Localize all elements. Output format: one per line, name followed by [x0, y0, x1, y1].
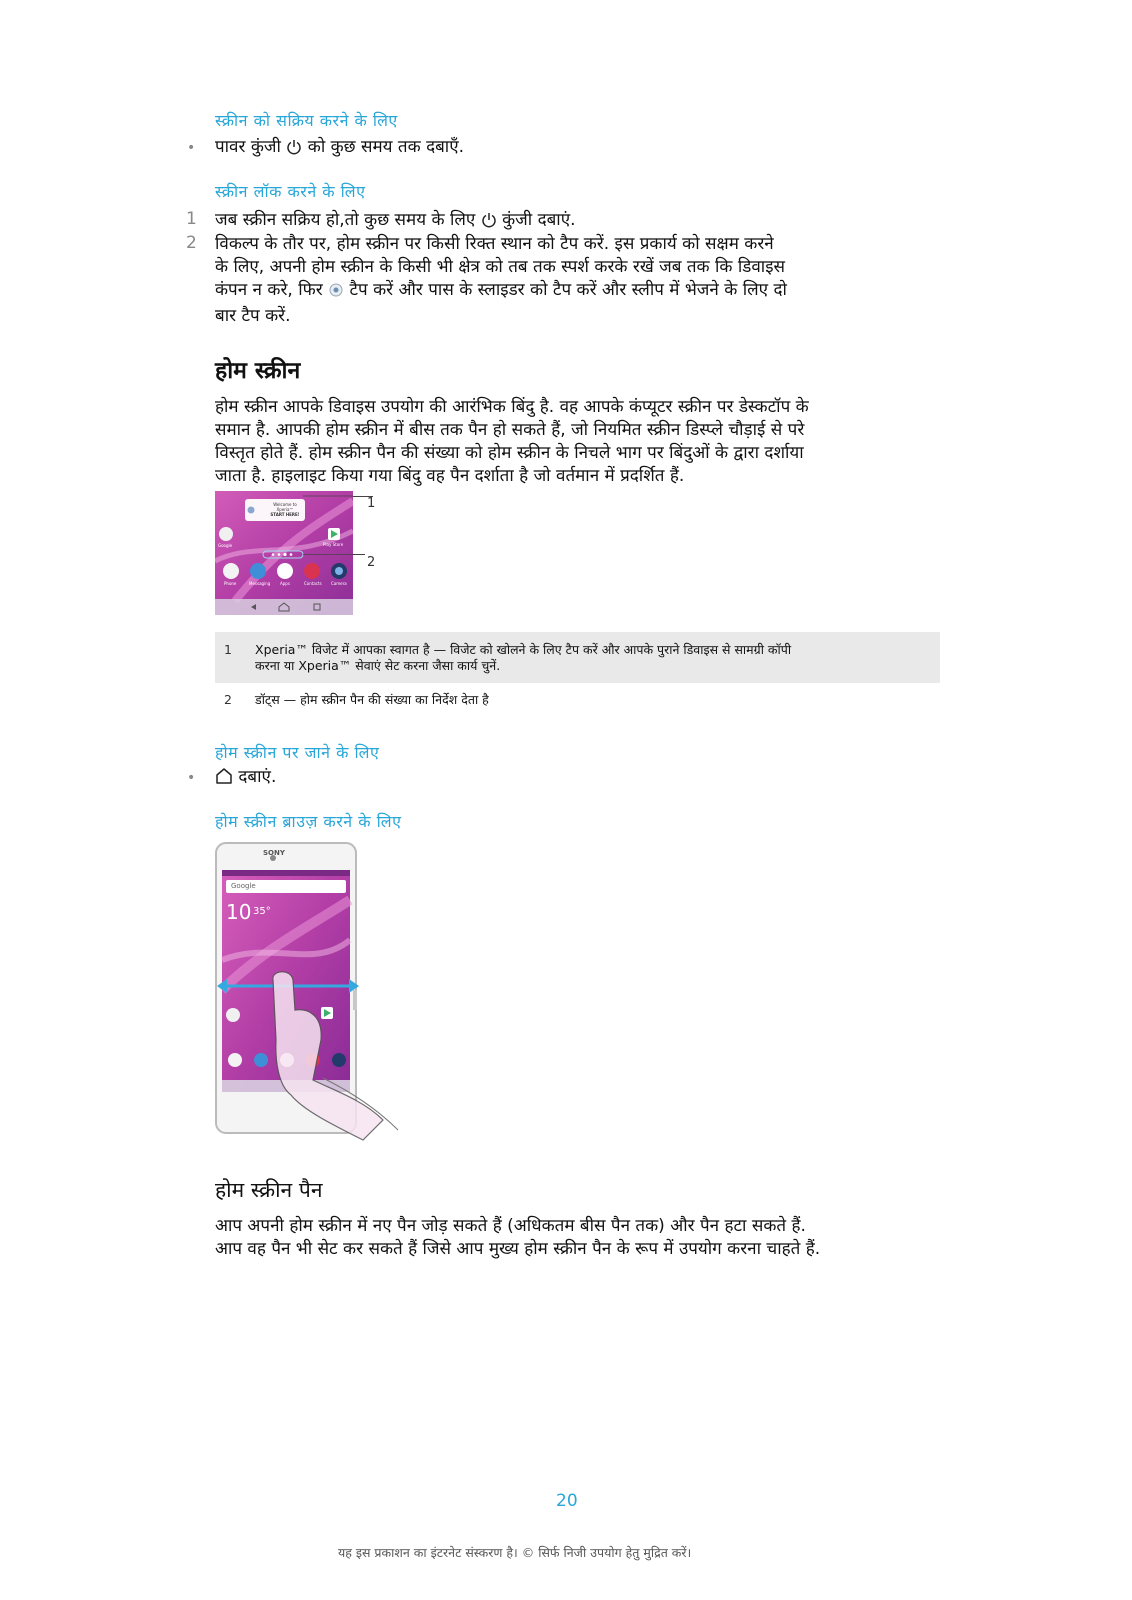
heading-lock-screen: स्क्रीन लॉक करने के लिए — [215, 182, 366, 201]
lock-step-2 — [215, 233, 895, 328]
paragraph-line: समान है. आपकी होम स्क्रीन में बीस तक पैन हो सकते हैं, जो नियमित स्क्रीन डिस्प्ले चौड़ाई से परे — [215, 420, 805, 440]
home-screen-panes-paragraph — [215, 1215, 945, 1261]
power-icon — [286, 139, 302, 162]
home-screen-paragraph — [215, 396, 945, 488]
legend-text — [255, 642, 935, 674]
app-label-play-store: Play Store — [323, 542, 344, 547]
phone-clock: 10 — [226, 900, 252, 924]
bullet-marker: • — [187, 770, 196, 786]
widget-welcome-line1: Welcome to Xperia™ — [273, 502, 297, 512]
phone-search-bar: Google — [231, 882, 256, 890]
lock-step-1-text-a: जब स्क्रीन सक्रिय हो,तो कुछ समय के लिए — [215, 210, 476, 230]
callout-number-2: 2 — [367, 555, 376, 570]
paragraph-line: विस्तृत होते हैं. होम स्क्रीन पैन की संख्या को होम स्क्रीन के निचले भाग पर बिंदुओं के द्वारा दर्शाया — [215, 443, 804, 463]
legend-row-1 — [215, 632, 940, 683]
power-icon — [481, 212, 497, 235]
legend-text-line: करना या Xperia™ सेवाएं सेट करना जैसा कार्य चुनें. — [255, 658, 501, 673]
lock-step-2-line: विकल्प के तौर पर, होम स्क्रीन पर किसी रिक्त स्थान को टैप करें. इस प्रकार्य को सक्षम करने — [215, 234, 774, 254]
phone-brand: SONY — [263, 849, 285, 857]
lock-step-1 — [215, 209, 576, 235]
step-number: 2 — [186, 233, 197, 253]
section-title-home-screen: होम स्क्रीन — [215, 358, 301, 384]
heading-activate-screen: स्क्रीन को सक्रिय करने के लिए — [215, 111, 398, 130]
phone-temperature: 35° — [253, 906, 271, 917]
lock-step-2-text-b: टैप करें और पास के स्लाइडर को टैप करें और स्लीप में भेजने के लिए दो — [349, 280, 787, 300]
paragraph-line: आप वह पैन भी सेट कर सकते हैं जिसे आप मुख्य होम स्क्रीन पैन के रूप में उपयोग करना चाहते हैं. — [215, 1239, 821, 1259]
lock-step-2-line: बार टैप करें. — [215, 306, 291, 326]
widget-start-here: START HERE! — [270, 512, 300, 517]
heading-browse-home: होम स्क्रीन ब्राउज़ करने के लिए — [215, 812, 402, 831]
paragraph-line: जाता है. हाइलाइट किया गया बिंदु वह पैन दर्शाता है जो वर्तमान में प्रदर्शित हैं. — [215, 466, 685, 486]
app-label-phone: Phone — [224, 581, 237, 586]
lock-step-2-text-a: कंपन न करे, फिर — [215, 280, 323, 300]
go-home-text: दबाएं. — [238, 767, 277, 787]
paragraph-line: आप अपनी होम स्क्रीन में नए पैन जोड़ सकते हैं (अधिकतम बीस पैन तक) और पैन हटा सकते हैं. — [215, 1216, 806, 1236]
lock-options-icon — [328, 282, 344, 305]
paragraph-line: होम स्क्रीन आपके डिवाइस उपयोग की आरंभिक बिंदु है. वह आपके कंप्यूटर स्क्रीन पर डेस्कटॉप के — [215, 397, 809, 417]
page-number: 20 — [556, 1491, 578, 1511]
legend-number: 1 — [224, 642, 232, 657]
step-number: 1 — [186, 209, 197, 229]
app-label-apps: Apps — [280, 581, 290, 586]
legend-text-line: Xperia™ विजेट में आपका स्वागत है — विजेट को खोलने के लिए टैप करें और आपके पुराने डिवाइस से सामग्री कॉपी — [255, 642, 792, 657]
callout-number-1: 1 — [367, 496, 376, 511]
callout-line-2 — [353, 554, 365, 555]
go-home-instruction — [215, 766, 276, 792]
activate-instruction — [215, 136, 464, 162]
lock-step-2-line — [215, 279, 895, 305]
home-screen-figure — [215, 491, 353, 615]
lock-step-1-text-b: कुंजी दबाएं. — [502, 210, 576, 230]
activate-text-1: पावर कुंजी — [215, 137, 281, 157]
section-title-home-screen-panes: होम स्क्रीन पैन — [215, 1178, 323, 1202]
home-icon — [215, 767, 233, 792]
phone-swipe-illustration — [213, 840, 413, 1150]
widget-welcome — [270, 502, 300, 517]
legend-number: 2 — [224, 692, 232, 707]
app-label-google: Google — [218, 543, 233, 548]
heading-go-home: होम स्क्रीन पर जाने के लिए — [215, 743, 380, 762]
app-label-contacts: Contacts — [304, 581, 322, 586]
bullet-marker: • — [187, 140, 196, 156]
activate-text-2: को कुछ समय तक दबाएँ. — [307, 137, 465, 157]
app-label-camera: Camera — [331, 581, 347, 586]
app-label-messaging: Messaging — [249, 581, 271, 586]
page-footer: यह इस प्रकाशन का इंटरनेट संस्करण है। © सिर्फ निजी उपयोग हेतु मुद्रित करें। — [338, 1545, 692, 1560]
lock-step-2-line: के लिए, अपनी होम स्क्रीन के किसी भी क्षेत्र को तब तक स्पर्श करके रखें जब तक कि डिवाइस — [215, 257, 786, 277]
legend-text: डॉट्स — होम स्क्रीन पैन की संख्या का निर्देश देता है — [255, 692, 489, 707]
